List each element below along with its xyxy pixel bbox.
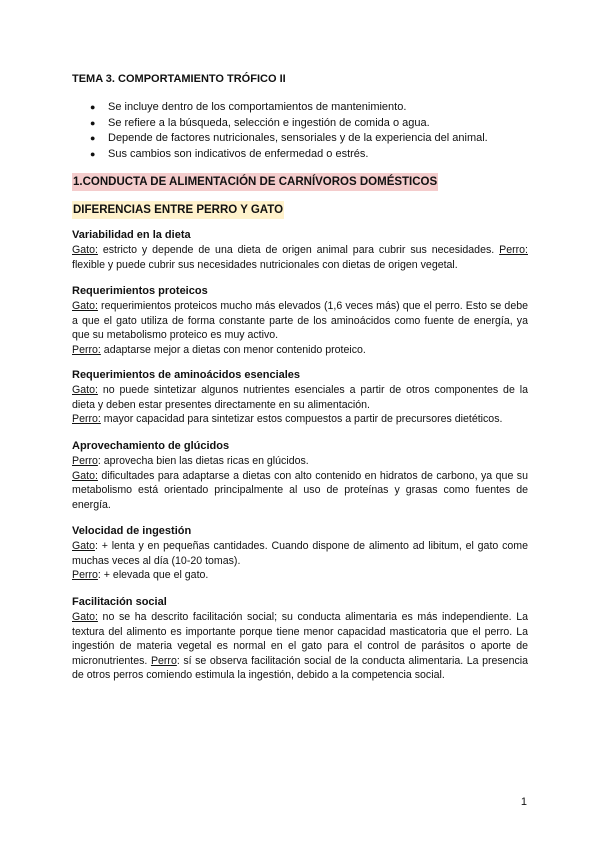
gato-label: Gato bbox=[72, 540, 95, 552]
section-title: Aprovechamiento de glúcidos bbox=[72, 440, 230, 452]
section-body bbox=[72, 454, 528, 469]
section-title: Facilitación social bbox=[72, 596, 167, 608]
gato-text: estricto y depende de una dieta de origen animal para cubrir sus necesidades. bbox=[97, 244, 500, 256]
gato-label: Gato: bbox=[72, 611, 98, 623]
subsection-heading: DIFERENCIAS ENTRE PERRO Y GATO bbox=[72, 201, 284, 219]
gato-label: Gato: bbox=[72, 469, 98, 482]
section-facilitacion-social bbox=[72, 595, 528, 683]
section-body bbox=[72, 383, 528, 412]
perro-label: Perro bbox=[72, 455, 98, 467]
perro-text: : aprovecha bien las dietas ricas en glúcidos. bbox=[97, 455, 309, 467]
gato-text: dificultades para adaptarse a dietas con alto contenido en hidratos de carbono, ya que su metabolismo está orientado principalmente al uso de proteínas y grasas como fuentes de energía. bbox=[72, 469, 528, 511]
intro-bullet-list bbox=[72, 100, 488, 162]
page-title: TEMA 3. COMPORTAMIENTO TRÓFICO II bbox=[72, 73, 286, 85]
perro-label: Perro: bbox=[72, 343, 101, 356]
list-item: ● Depende de factores nutricionales, sensoriales y de la experiencia del animal. bbox=[72, 131, 488, 147]
section-velocidad bbox=[72, 524, 528, 583]
section-body bbox=[72, 412, 528, 427]
perro-text: flexible y puede cubrir sus necesidades nutricionales con dietas de origen vegetal. bbox=[72, 258, 458, 271]
perro-label: Perro bbox=[72, 569, 98, 581]
gato-text: : + lenta y en pequeñas cantidades. Cuando dispone de alimento ad libitum, el gato come muchas veces al día (10-20 tomas). bbox=[72, 540, 528, 567]
page-number: 1 bbox=[520, 796, 527, 808]
perro-text: : sí se observa facilitación social de la conducta alimentaria. La presencia de otros perros comiendo estimula la ingestión, debido a la competencia social. bbox=[72, 654, 529, 681]
section-title: Velocidad de ingestión bbox=[72, 525, 192, 537]
perro-label: Perro: bbox=[499, 244, 528, 256]
section-body bbox=[72, 343, 528, 358]
section-body bbox=[72, 243, 528, 272]
section-title: Requerimientos de aminoácidos esenciales bbox=[72, 369, 301, 381]
section-aminoacidos bbox=[72, 368, 528, 427]
perro-label: Perro: bbox=[72, 413, 101, 425]
gato-text: requerimientos proteicos mucho más elevados (1,6 veces más) que el perro. Esto se debe a que el gato utiliza de forma constante parte de los aminoácidos como fuente de energía, ya que su metabolismo proteico es muy activo. bbox=[72, 300, 528, 341]
section-variabilidad bbox=[72, 228, 528, 272]
perro-text: : + elevada que el gato. bbox=[97, 569, 209, 581]
gato-label: Gato: bbox=[72, 244, 98, 256]
list-item: ● Se refiere a la búsqueda, selección e ingestión de comida o agua. bbox=[72, 116, 488, 132]
gato-text: no puede sintetizar algunos nutrientes esenciales a partir de otros componentes de la dieta y deben estar presentes directamente en su alimentación. bbox=[72, 384, 528, 411]
section-glucidos bbox=[72, 439, 528, 512]
section-body bbox=[72, 539, 528, 568]
perro-label: Perro bbox=[150, 654, 177, 667]
gato-text: no se ha descrito facilitación social; su conducta alimentaria es más independiente. La textura del alimento es importante porque tiene menor capacidad masticatoria que el perro. La ingestión de materia vegetal es normal en el gato para el control de parásitos o aporte de micronutrientes. bbox=[72, 611, 528, 667]
perro-text: adaptarse mejor a dietas con menor contenido proteico. bbox=[100, 343, 366, 356]
gato-label: Gato: bbox=[72, 384, 98, 396]
section-title: Variabilidad en la dieta bbox=[72, 229, 191, 241]
section-body bbox=[72, 299, 528, 343]
section-body bbox=[72, 610, 528, 683]
section-heading: 1.CONDUCTA DE ALIMENTACIÓN DE CARNÍVOROS DOMÉSTICOS bbox=[72, 173, 438, 191]
gato-label: Gato: bbox=[72, 300, 98, 312]
section-body bbox=[72, 469, 528, 513]
perro-text: mayor capacidad para sintetizar estos compuestos a partir de precursores dietéticos. bbox=[100, 413, 503, 425]
list-item: ● Sus cambios son indicativos de enfermedad o estrés. bbox=[72, 147, 488, 163]
section-body bbox=[72, 568, 528, 583]
list-item: ● Se incluye dentro de los comportamientos de mantenimiento. bbox=[72, 100, 488, 116]
section-requerimientos-proteicos bbox=[72, 284, 528, 357]
section-title: Requerimientos proteicos bbox=[72, 285, 208, 297]
